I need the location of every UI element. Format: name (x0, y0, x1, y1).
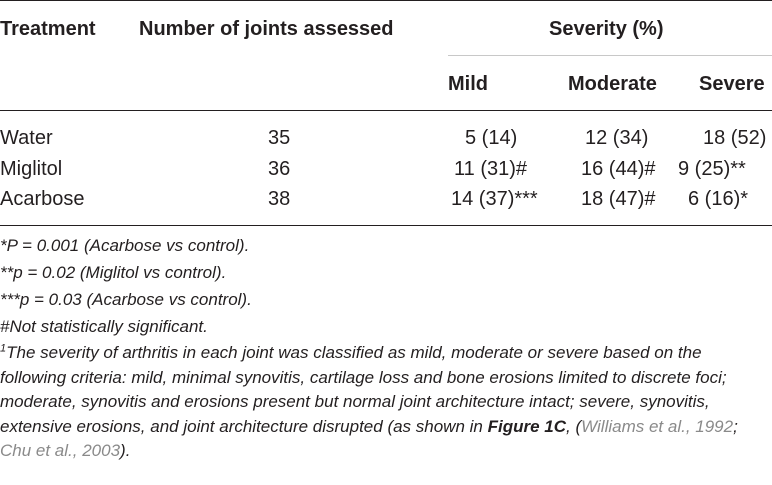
table-bottom-rule (0, 225, 772, 226)
cell-mild: 11 (31)# (454, 158, 528, 180)
citation-chu-2003[interactable]: Chu et al., 2003 (0, 441, 121, 460)
cell-severe: 18 (52) (703, 127, 767, 149)
header-severity: Severity (%) (549, 18, 664, 40)
header-severe: Severe (699, 73, 765, 95)
header-bottom-rule (0, 110, 772, 111)
note-acarbose-p003: ***p = 0.03 (Acarbose vs control). (0, 290, 252, 309)
cell-joints: 35 (268, 127, 291, 149)
cell-moderate: 12 (34) (585, 127, 649, 149)
cell-mild: 5 (14) (465, 127, 518, 149)
header-mild: Mild (448, 73, 488, 95)
cell-treatment: Water (0, 127, 53, 149)
cell-severe: 9 (25)** (678, 158, 746, 180)
footnote-marker: 1 (0, 342, 7, 355)
severity-criteria-footnote (0, 341, 772, 464)
cell-treatment: Miglitol (0, 158, 63, 180)
cell-severe: 6 (16)* (688, 188, 749, 210)
cell-treatment: Acarbose (0, 188, 85, 210)
note-acarbose-p001: *P = 0.001 (Acarbose vs control). (0, 236, 250, 255)
footnote-separator: ; (733, 416, 738, 436)
cell-moderate: 16 (44)# (581, 158, 656, 180)
severity-spanner-rule (448, 55, 772, 56)
cell-joints: 38 (268, 188, 291, 210)
header-moderate: Moderate (568, 73, 657, 95)
table-top-rule (0, 0, 772, 1)
note-not-significant: #Not statistically significant. (0, 317, 208, 336)
cell-moderate: 18 (47)# (581, 188, 656, 210)
footnote-text: The severity of arthritis in each joint was classified as mild, moderate or severe based on the following criteria: mild, minimal synovitis, cartilage loss and bone erosions limited to discrete foci; moderate, synovitis and erosions present but normal joint architecture intact; severe, synovitis, extensive erosions, and joint architecture disrupted (as shown in (0, 343, 727, 436)
cell-mild: 14 (37)*** (451, 188, 538, 210)
note-miglitol-p002: **p = 0.02 (Miglitol vs control). (0, 263, 227, 282)
header-treatment: Treatment (0, 18, 96, 40)
figure-reference-link[interactable]: Figure 1C (487, 416, 567, 436)
citation-williams-1992[interactable]: Williams et al., 1992 (581, 416, 734, 436)
footnote-separator: , ( (566, 416, 582, 436)
cell-joints: 36 (268, 158, 291, 180)
footnote-end: ). (120, 441, 131, 460)
header-joints-assessed: Number of joints assessed (139, 18, 394, 40)
